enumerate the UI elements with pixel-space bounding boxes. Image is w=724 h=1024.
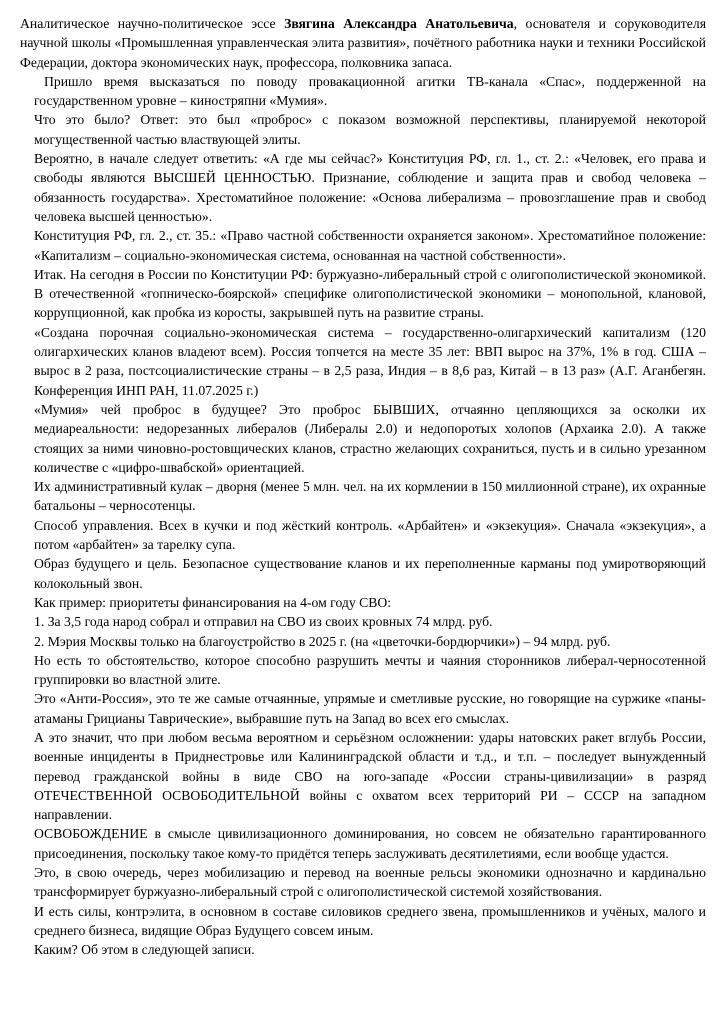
intro-rest: , основателя и соруководителя научной школы «Промышленная управленческая элита развития», почётного работника науки и техники Российской Федерации, доктора экономических наук, профессора, полковника запаса. xyxy=(20,16,706,70)
paragraph-12: Но есть то обстоятельство, которое способно разрушить мечты и чаяния сторонников либерал-черносотенной группировки во властной элите. xyxy=(34,652,706,688)
list-item-1: 1. За 3,5 года народ собрал и отправил на СВО из своих кровных 74 млрд. руб. xyxy=(34,614,493,630)
paragraph-17: И есть силы, контрэлита, в основном в составе силовиков среднего звена, промышленников и учёных, малого и среднего бизнеса, видящие Образ Будущего совсем иным. xyxy=(34,903,706,938)
paragraph-10: Образ будущего и цель. Безопасное существование кланов и их переполненные карманы под умиротворяющий колокольный звон. xyxy=(34,556,706,591)
paragraph-13: Это «Анти-Россия», это те же самые отчаянные, упрямые и сметливые русские, но говорящие на суржике «паны-атаманы Грицианы Таврические», выбравшие путь на Запад во всех его смыслах. xyxy=(34,691,706,726)
paragraph-1: Пришло время высказаться по поводу провакационной агитки ТВ-канала «Спас», поддерженной на государственном уровне – киностряпни «Мумия». xyxy=(34,73,706,109)
paragraph-3: Вероятно, в начале следует ответить: «А где мы сейчас?» Конституция РФ, гл. 1., ст. 2.: «Человек, его права и свободы являются ВЫСШЕЙ ЦЕННОСТЬЮ. Признание, соблюдение и защита прав и свобод человека – обязанность государства». Хрестоматийное положение: «Основа либерализма – провозглашение прав и свобод человека высшей ценностью». xyxy=(34,151,706,224)
paragraph-5: Итак. На сегодня в России по Конституции РФ: буржуазно-либеральный строй с олигополистической экономикой. В отечественной «гопническо-боярской» специфике олигополистической экономики – монопольной, клановой, коррупционной, как пробка из коросты, закрывшей путь на развитие страны. xyxy=(34,266,706,321)
paragraph-7: «Мумия» чей проброс в будущее? Это проброс БЫВШИХ, отчаянно цепляющихся за осколки их медиареальности: недорезанных либералов (Либералы 2.0) и недопоротых холопов (Архаика 2.0). А также стоящих за ними чиновно-ростовщических кланов, страстно желающих сохраниться, пусть и в сильно урезанном количестве с «цифро-швабской» ориентацией. xyxy=(34,401,706,475)
paragraph-8: Их административный кулак – дворня (менее 5 млн. чел. на их кормлении в 150 миллионной стране), их охранные батальоны – черносотенцы. xyxy=(34,479,706,514)
author-name: Звягина Александра Анатольевича xyxy=(284,16,514,31)
intro-lead: Аналитическое научно-политическое эссе xyxy=(20,16,285,31)
paragraph-16: Это, в свою очередь, через мобилизацию и перевод на военные рельсы экономики однозначно и кардинально трансформирует буржуазно-либеральный строй с олигополистической системой хозяйствования. xyxy=(34,865,706,900)
closing-line: Каким? Об этом в следующей записи. xyxy=(34,942,255,958)
paragraph-15: ОСВОБОЖДЕНИЕ в смысле цивилизационного доминирования, но совсем не обязательно гарантированного присоединения, поскольку такое кому-то придётся теперь заслуживать десятилетиями, если вообще удастся. xyxy=(34,826,706,861)
intro-paragraph xyxy=(20,14,706,72)
list-item-2: 2. Мэрия Москвы только на благоустройство в 2025 г. (на «цветочки-бордюрчики») – 94 млрд. руб. xyxy=(34,633,611,649)
paragraph-4: Конституция РФ, гл. 2., ст. 35.: «Право частной собственности охраняется законом». Хрестоматийное положение: «Капитализм – социально-экономическая система, основанная на частной собственности». xyxy=(34,228,706,263)
quote-paragraph: «Создана порочная социально-экономическая система – государственно-олигархический капитализм (120 олигархических кланов владеют всем). Россия топчется на месте 35 лет: ВВП вырос на 37%, 1% в год. США – вырос в 2 раза, постсоциалистические страны – в 2,5 раза, Индия – в 8,6 раз, Китай – в 13 раз» (А.Г. Аганбегян. Конференция ИНП РАН, 11.07.2025 г.) xyxy=(34,324,706,398)
paragraph-14: А это значит, что при любом весьма вероятном и серьёзном осложнении: удары натовских ракет вглубь России, военные инциденты в Приднестровье или Калининградской области и т.д., и т.п. – последует вынужденный перевод гражданской войны в виде СВО на юго-западе «России страны-цивилизации» в разряд ОТЕЧЕСТВЕННОЙ ОСВОБОДИТЕЛЬНОЙ войны с охватом всех территорий РИ – СССР на западном направлении. xyxy=(34,729,706,823)
paragraph-2: Что это было? Ответ: это был «проброс» с показом возможной перспективы, планируемой некоторой могущественной частью властвующей элиты. xyxy=(34,112,706,147)
paragraph-9: Способ управления. Всех в кучки и под жёсткий контроль. «Арбайтен» и «экзекуция». Сначала «экзекуция», а потом «арбайтен» за тарелку супа. xyxy=(34,517,706,553)
paragraph-11: Как пример: приоритеты финансирования на 4-ом году СВО: xyxy=(34,594,392,610)
